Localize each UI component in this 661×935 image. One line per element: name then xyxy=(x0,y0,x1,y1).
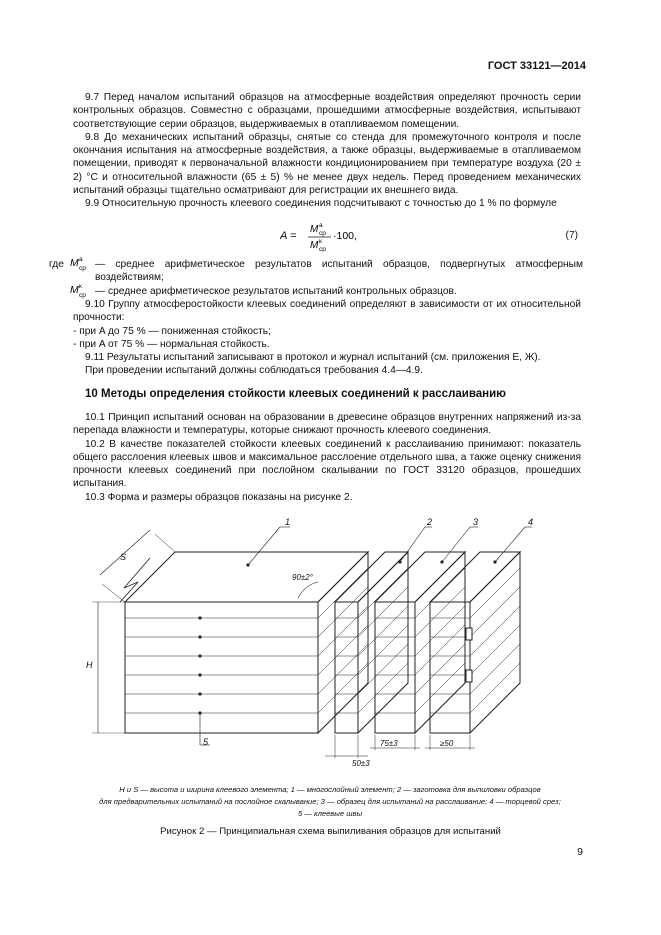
multilayer-element xyxy=(125,552,368,733)
sample-3-slice xyxy=(375,552,465,733)
formula-den-sub: ср xyxy=(319,246,326,252)
t1-sub: ср xyxy=(79,265,86,272)
dim-50-label: 50±3 xyxy=(352,759,370,768)
t2-sub: ср xyxy=(79,292,86,299)
p-9-9-text: 9.9 Относительную прочность клеевого соединения подсчитывают с точностью до 1 % по формуле xyxy=(85,198,557,210)
caption-line-2: для предварительных испытаний на послойное скалывание; 3 — образец для испытаний на расслаивание; 4 — торцевой срез; xyxy=(99,797,561,806)
formula-den-sup: к xyxy=(319,238,322,245)
figure-2-drawing xyxy=(0,510,661,780)
section-10-body xyxy=(73,411,581,504)
label-1: 1 xyxy=(285,517,291,527)
where-word: где xyxy=(49,259,64,270)
t1-text: — среднее арифметическое результатов испытаний образцов, подвергнутых атмосферным воздействиям; xyxy=(95,259,583,284)
formula-number: (7) xyxy=(565,230,578,241)
page-number: 9 xyxy=(577,846,583,858)
document-code: ГОСТ 33121—2014 xyxy=(487,60,586,72)
where-term1-text xyxy=(95,258,583,285)
element-top-face xyxy=(125,552,368,602)
angle-arc xyxy=(298,582,318,598)
angle-label: 90±2° xyxy=(292,573,313,582)
figure-title: Рисунок 2 — Принципиальная схема выпиливания образцов для испытаний xyxy=(160,826,501,837)
element-front-face xyxy=(125,602,318,733)
t2-var: M xyxy=(70,284,79,296)
bullet-reduced: - при A до 75 % — пониженная стойкость; xyxy=(73,325,271,337)
dim-50min-label: ≥50 xyxy=(440,739,454,748)
caption-line-3: 5 — клеевые швы xyxy=(297,809,363,818)
blank-2-slice xyxy=(335,552,408,733)
label-4: 4 xyxy=(528,517,534,527)
label-5: 5 xyxy=(203,737,209,747)
figure-caption xyxy=(60,784,600,820)
formula-num-var: M xyxy=(310,224,319,235)
formula-svg xyxy=(280,222,390,252)
p-10-3-text: 10.3 Форма и размеры образцов показаны на рисунке 2. xyxy=(85,491,353,503)
formula-den-var: M xyxy=(310,240,319,251)
dim-h-label: H xyxy=(86,660,93,670)
p-9-11b-text: При проведении испытаний должны соблюдаться требования 4.4—4.9. xyxy=(85,365,423,377)
break-line xyxy=(120,558,150,602)
formula-7 xyxy=(280,222,390,255)
element-glue-lines xyxy=(125,568,368,713)
end-cut-4-slice xyxy=(430,552,520,733)
paragraph-9-10-block xyxy=(73,298,581,378)
formula-lhs: A = xyxy=(280,230,297,242)
p-10-2-text: 10.2 В качестве показателей стойкости клеевых соединений к расслаиванию принимают: показатель общего расслоения клеевых швов и максимальное расслоение отдельного шва, а также оценку снижения прочности клеевых соединений при послойном скалывании по ГОСТ 33120 образцов, прошедших испытания. xyxy=(73,438,581,490)
label-3: 3 xyxy=(473,517,479,527)
p-9-10-text: 9.10 Группу атмосферостойкости клеевых соединений определяют в зависимости от их относительной прочности: xyxy=(73,299,581,324)
formula-num-sup: а xyxy=(319,222,323,229)
t1-var: M xyxy=(70,257,79,269)
where-term2-text: — среднее арифметическое результатов испытаний контрольных образцов. xyxy=(95,286,457,297)
section-10-heading: 10 Методы определения стойкости клеевых соединений к расслаиванию xyxy=(85,388,506,400)
bullet-normal: - при A от 75 % — нормальная стойкость. xyxy=(73,338,270,350)
t1-sup: а xyxy=(79,256,83,263)
caption-line-1: H и S — высота и ширина клеевого элемента; 1 — многослойный элемент; 2 — заготовка для выпиловки образцов xyxy=(119,785,541,794)
leader-lines xyxy=(200,527,532,745)
formula-tail: ·100, xyxy=(333,230,357,242)
label-2: 2 xyxy=(427,517,433,527)
dim-s-label: S xyxy=(120,552,127,562)
dim-75-label: 75±3 xyxy=(380,739,398,748)
formula-num-sub: ср xyxy=(319,230,326,237)
p-9-11-text: 9.11 Результаты испытаний записывают в протокол и журнал испытаний (см. приложения Е, Ж). xyxy=(85,352,541,364)
glue-seam-dots xyxy=(198,616,201,714)
p-9-8-text: 9.8 До механических испытаний образцы, снятые со стенда для промежуточного контроля и после окончания испытания на атмосферные воздействия, а также образцы, выдерживаемые в отапливаемом помещении, приводят к первоначальной влажности кондиционированием при температуре воздуха (20 ± 2) °C и относительной влажности (65 ± 5) % не менее двух недель. Перед проведением механических испытаний образцы тщательно осматривают для регистрации их внешнего вида. xyxy=(73,131,581,197)
p-10-1-text: 10.1 Принцип испытаний основан на образовании в древесине образцов внутренних напряжений из-за перепада влажности и температуры, которые снижают прочность клеевого соединения. xyxy=(73,412,581,437)
t2-sup: к xyxy=(79,283,82,290)
p-9-7-text: 9.7 Перед началом испытаний образцов на атмосферные воздействия определяют прочность серии контрольных образцов. Совместно с образцами, прошедшими атмосферные воздействия, испытывают соответствующие серии образцов, выдерживаемых в отапливаемом помещении. xyxy=(73,92,581,130)
paragraph-9-7 xyxy=(73,91,581,211)
